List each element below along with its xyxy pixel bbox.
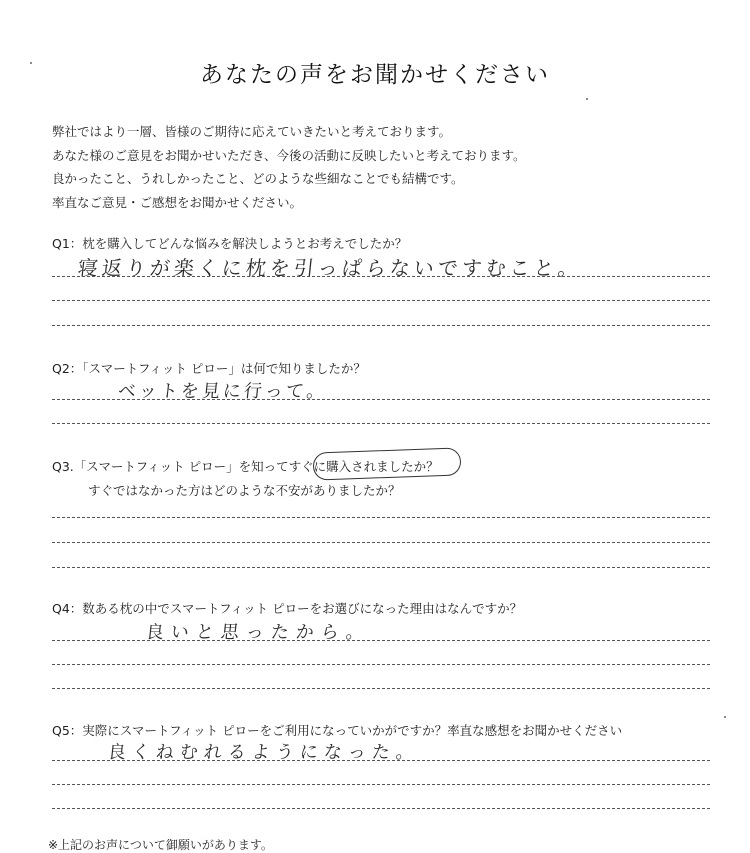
answer-line xyxy=(52,688,710,689)
intro-line: 率直なご意見・ご感想をお聞かせください。 xyxy=(52,194,303,210)
question-1-answer: 寝返りが楽くに枕を引っぱらないですむこと。 xyxy=(76,256,584,280)
answer-line xyxy=(52,542,710,543)
answer-line xyxy=(52,664,710,665)
question-1-label: Q1：枕を購入してどんな悩みを解決しようとお考えでしたか？ xyxy=(52,236,408,251)
intro-line: 弊社ではより一層、皆様のご期待に応えていきたいと考えております。 xyxy=(52,124,452,139)
answer-line xyxy=(52,784,710,785)
answer-line xyxy=(52,423,710,424)
answer-line xyxy=(52,399,710,400)
scan-speck xyxy=(724,716,726,718)
answer-line xyxy=(52,300,710,301)
page-title: あなたの声をお聞かせください xyxy=(200,62,550,88)
answer-line xyxy=(52,276,710,277)
scan-speck xyxy=(586,98,588,100)
footer-note: ※上記のお声について御願いがあります。 xyxy=(48,838,273,852)
answer-line xyxy=(52,808,710,809)
question-3-label: Q3.「スマートフィット ピロー」を知ってすぐに購入されましたか？ xyxy=(52,459,439,474)
intro-line: あなた様のご意見をお聞かせいただき、今後の活動に反映したいと考えております。 xyxy=(52,147,526,163)
intro-line: 良かったこと、うれしかったこと、どのような些細なことでも結構です。 xyxy=(52,171,464,186)
question-5-answer: 良くねむれるようになった。 xyxy=(106,742,421,763)
answer-line xyxy=(52,517,710,518)
question-4-answer: 良いと思ったから。 xyxy=(144,622,372,643)
scan-speck xyxy=(30,62,32,64)
answer-line xyxy=(52,640,710,641)
answer-line xyxy=(52,760,710,761)
question-2-label: Q2：「スマートフィット ピロー」は何で知りましたか？ xyxy=(52,361,366,376)
answer-circle-mark xyxy=(313,447,462,480)
answer-line xyxy=(52,567,710,568)
question-3-sublabel: すぐではなかった方はどのような不安がありましたか？ xyxy=(88,483,401,498)
question-4-label: Q4：数ある枕の中でスマートフィット ピローをお選びになった理由はなんですか？ xyxy=(52,601,523,616)
answer-line xyxy=(52,325,710,326)
question-2-answer: ベットを見に行って。 xyxy=(116,381,329,402)
question-5-label: Q5：実際にスマートフィット ピローをご利用になっていかがですか？率直な感想をお聞かせください xyxy=(52,723,623,738)
intro-text xyxy=(52,120,526,214)
